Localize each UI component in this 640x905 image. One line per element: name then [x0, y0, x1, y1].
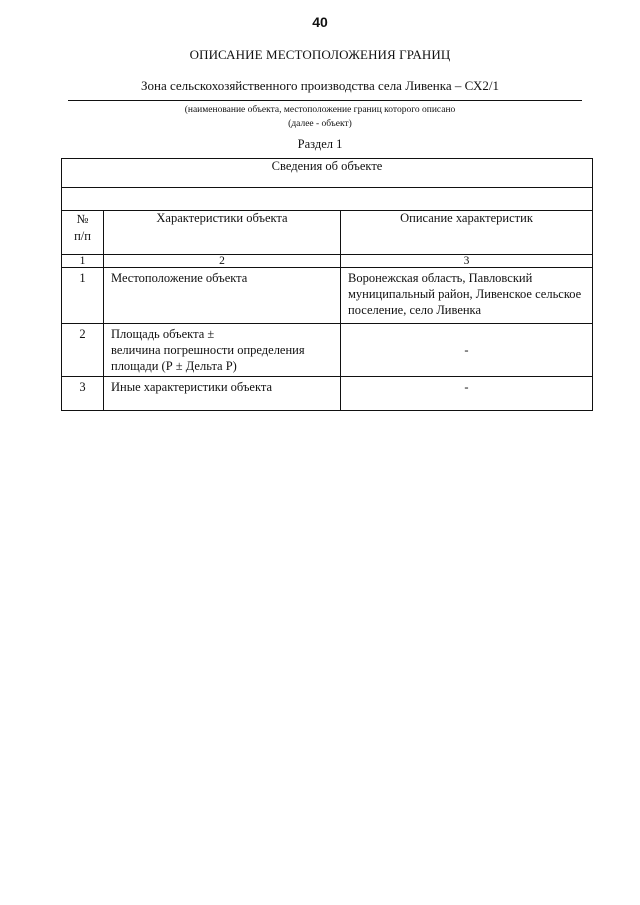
table-heading-row	[62, 159, 593, 188]
column-number-3: 3	[341, 255, 593, 268]
row-number-text: 1	[79, 271, 86, 285]
row-description: -	[341, 377, 593, 411]
row-characteristic-text: Площадь объекта ± величина погрешности определения площади (Р ± Дельта Р)	[111, 327, 305, 373]
object-name: Зона сельскохозяйственного производства села Ливенка – СХ2/1	[140, 78, 499, 93]
page-number: 40	[312, 14, 328, 30]
column-header-number-text: № п/п	[74, 212, 91, 243]
document-title: ОПИСАНИЕ МЕСТОПОЛОЖЕНИЯ ГРАНИЦ	[189, 47, 451, 62]
row-number	[62, 324, 104, 377]
table-empty-cell	[62, 188, 593, 211]
table-column-header-row	[62, 211, 593, 255]
table-row	[62, 268, 593, 324]
column-header-number	[62, 211, 104, 255]
table-column-number-row	[62, 255, 593, 268]
column-header-characteristic: Характеристики объекта	[104, 211, 341, 255]
table-empty-row	[62, 188, 593, 211]
object-name-note-line-2: (далее - объект)	[288, 119, 352, 129]
object-name-note	[0, 103, 640, 131]
row-characteristic	[104, 324, 341, 377]
row-description-text: Воронежская область, Павловский муниципальный район, Ливенское сельское поселение, село Ливенка	[348, 271, 582, 317]
table-row	[62, 324, 593, 377]
row-characteristic-text: Иные характеристики объекта	[111, 380, 273, 394]
column-header-description: Описание характеристик	[341, 211, 593, 255]
row-number-text: 2	[79, 327, 86, 341]
object-name-note-line-1: (наименование объекта, местоположение границ которого описано	[184, 105, 456, 115]
row-characteristic-text: Местоположение объекта	[111, 271, 248, 285]
object-info-table	[61, 158, 593, 411]
table-row	[62, 377, 593, 411]
object-name-underline	[68, 100, 582, 101]
column-number-2: 2	[104, 255, 341, 268]
row-number	[62, 268, 104, 324]
row-characteristic	[104, 377, 341, 411]
row-number-text: 3	[79, 380, 86, 394]
column-number-1: 1	[62, 255, 104, 268]
row-number	[62, 377, 104, 411]
table-heading: Сведения об объекте	[62, 159, 593, 188]
row-characteristic	[104, 268, 341, 324]
row-description: -	[341, 324, 593, 377]
section-label: Раздел 1	[297, 137, 343, 151]
row-description	[341, 268, 593, 324]
